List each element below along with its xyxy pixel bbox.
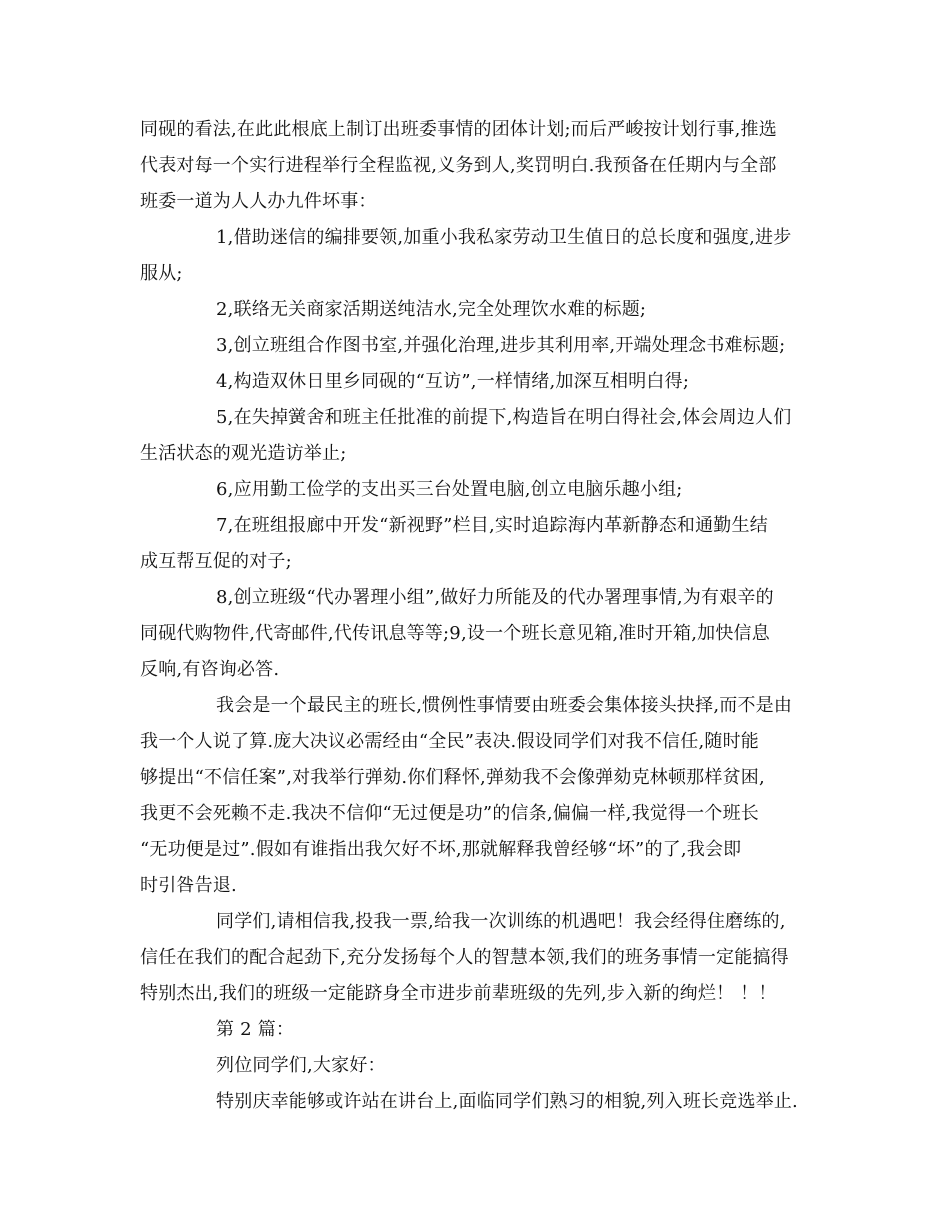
text-line: “无功便是过”.假如有谁指出我欠好不坏,那就解释我曾经够“坏”的了,我会即 — [140, 839, 742, 860]
text-line: 2,联络无关商家活期送纯洁水,完全处理饮水难的标题; — [216, 299, 647, 320]
text-line: 时引咎告退. — [140, 875, 237, 896]
text-line: 服从; — [140, 263, 183, 284]
text-line: 7,在班组报廊中开发“新视野”栏目,实时追踪海内革新静态和通勤生结 — [216, 515, 768, 536]
text-line: 信任在我们的配合起劲下,充分发扬每个人的智慧本领,我们的班务事情一定能搞得 — [140, 947, 789, 968]
text-line: 特别庆幸能够或许站在讲台上,面临同学们熟习的相貌,列入班长竞选举止. — [216, 1091, 798, 1112]
text-line: 同砚代购物件,代寄邮件,代传讯息等等;9,设一个班长意见箱,准时开箱,加快信息 — [140, 623, 770, 644]
text-line: 8,创立班级“代办署理小组”,做好力所能及的代办署理事情,为有艰辛的 — [216, 587, 774, 608]
text-line: 同学们,请相信我,投我一票,给我一次训练的机遇吧！我会经得住磨练的, — [216, 911, 786, 932]
text-line: 1,借助迷信的编排要领,加重小我私家劳动卫生值日的总长度和强度,进步 — [216, 227, 792, 248]
text-line: 特别杰出,我们的班级一定能跻身全市进步前辈班级的先列,步入新的绚烂！ ！！ — [140, 983, 777, 1004]
document-body — [140, 112, 820, 1120]
text-line: 同砚的看法,在此此根底上制订出班委事情的团体计划;而后严峻按计划行事,推选 — [140, 119, 777, 140]
text-line: 成互帮互促的对子; — [140, 551, 292, 572]
text-line: 生活状态的观光造访举止; — [140, 443, 347, 464]
text-line: 6,应用勤工俭学的支出买三台处置电脑,创立电脑乐趣小组; — [216, 479, 683, 500]
section-heading: 第 2 篇： — [216, 1019, 295, 1040]
text-line: 3,创立班组合作图书室,并强化治理,进步其利用率,开端处理念书难标题; — [216, 335, 786, 356]
text-line: 班委一道为人人办九件坏事： — [140, 191, 377, 212]
text-line: 反响,有咨询必答. — [140, 659, 280, 680]
text-line: 我会是一个最民主的班长,惯例性事情要由班委会集体接头抉择,而不是由 — [216, 695, 793, 716]
text-line: 够提出“不信任案”,对我举行弹劾.你们释怀,弹劾我不会像弹劾克林顿那样贫困, — [140, 767, 765, 788]
text-line: 4,构造双休日里乡同砚的“互访”,一样情绪,加深互相明白得; — [216, 371, 690, 392]
text-line: 我更不会死赖不走.我决不信仰“无过便是功”的信条,偏偏一样,我觉得一个班长 — [140, 803, 759, 824]
text-line: 代表对每一个实行进程举行全程监视,义务到人,奖罚明白.我预备在任期内与全部 — [140, 155, 777, 176]
text-line: 我一个人说了算.庞大决议必需经由“全民”表决.假设同学们对我不信任,随时能 — [140, 731, 759, 752]
text-line: 列位同学们,大家好： — [216, 1055, 386, 1076]
text-line: 5,在失掉黉舍和班主任批准的前提下,构造旨在明白得社会,体会周边人们 — [216, 407, 792, 428]
